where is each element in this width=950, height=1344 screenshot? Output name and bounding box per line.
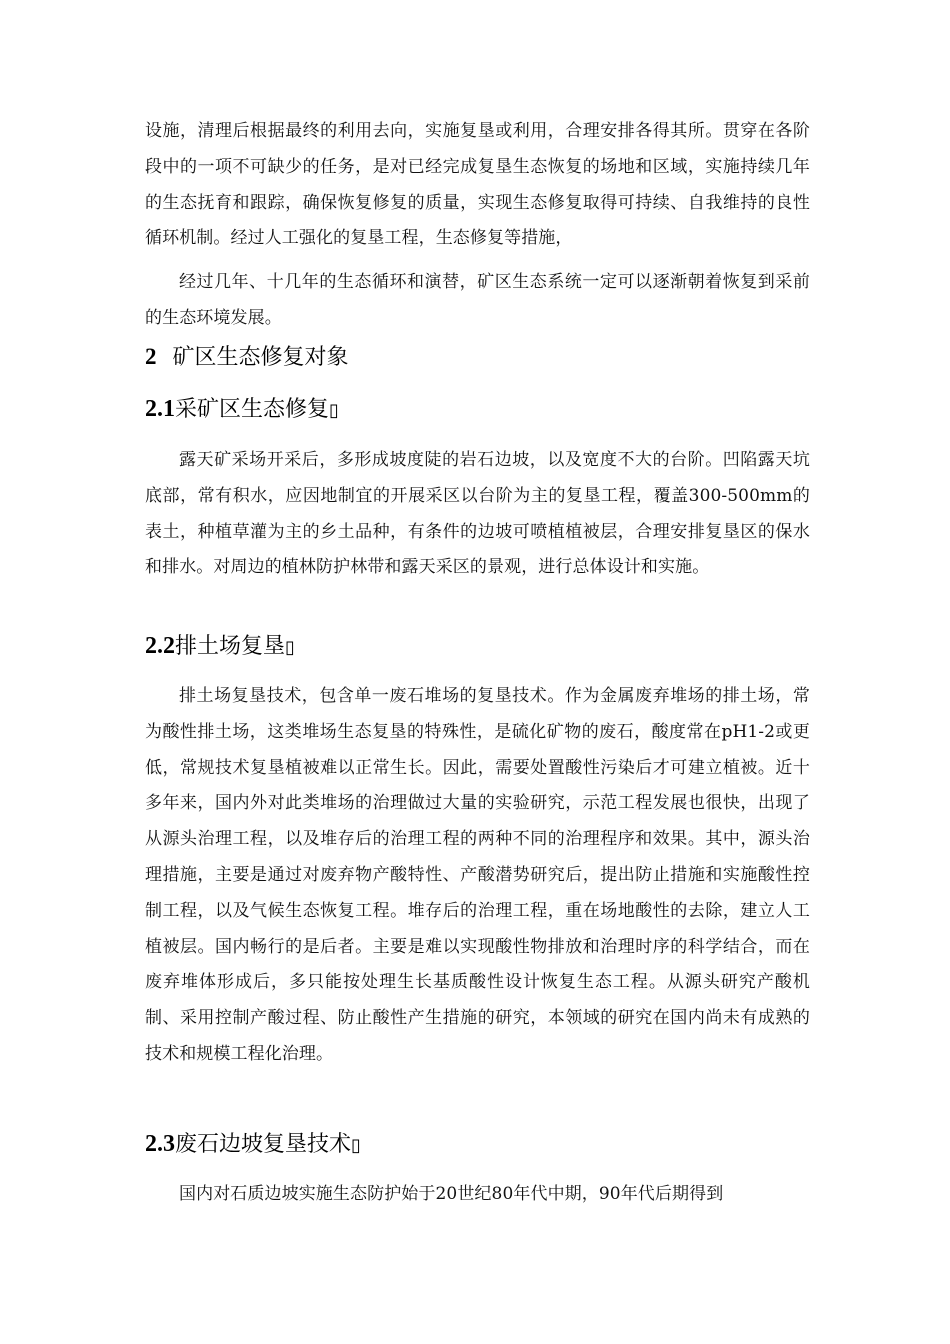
- paragraph-ecological-cycle: 经过几年、十几年的生态循环和演替，矿区生态系统一定可以逐渐朝着恢复到采前的生态环境发展。: [145, 272, 810, 328]
- subsection-number: 2.3: [145, 1131, 175, 1157]
- subsection-title: 废石边坡复垦技术: [175, 1132, 352, 1157]
- section-heading-2: [145, 342, 349, 373]
- paragraph-mining-area: 露天矿采场开采后，多形成坡度陡的岩石边坡，以及宽度不大的台阶。凹陷露天坑底部，常有积水，应因地制宜的开展采区以台阶为主的复垦工程，覆盖300-500mm的表土，种植草灌为主的乡土品种，有条件的边坡可喷植植被层，合理安排复垦区的保水和排水。对周边的植林防护林带和露天采区的景观，进行总体设计和实施。: [145, 450, 810, 578]
- subsection-heading-2-2: [145, 631, 295, 663]
- subsection-heading-2-3: [145, 1129, 361, 1161]
- subsection-number: 2.1: [145, 396, 175, 422]
- paragraph-intro-continued: 设施，清理后根据最终的利用去向，实施复垦或利用，合理安排各得其所。贯穿在各阶段中的一项不可缺少的任务，是对已经完成复垦生态恢复的场地和区域，实施持续几年的生态抚育和跟踪，确保恢复修复的质量，实现生态修复取得可持续、自我维持的良性循环机制。经过人工强化的复垦工程，生态修复等措施，: [145, 121, 810, 249]
- placeholder-glyph-icon: ▯: [285, 637, 295, 658]
- placeholder-glyph-icon: ▯: [329, 400, 339, 421]
- subsection-heading-2-1: [145, 394, 339, 426]
- section-number: 2: [145, 344, 157, 369]
- subsection-title: 排土场复垦: [175, 634, 286, 659]
- subsection-title: 采矿区生态修复: [175, 397, 330, 422]
- paragraph-dump-reclamation: 排土场复垦技术，包含单一废石堆场的复垦技术。作为金属废弃堆场的排土场，常为酸性排土场，这类堆场生态复垦的特殊性，是硫化矿物的废石，酸度常在pH1-2或更低，常规技术复垦植被难以正常生长。因此，需要处置酸性污染后才可建立植被。近十多年来，国内外对此类堆场的治理做过大量的实验研究，示范工程发展也很快，出现了从源头治理工程，以及堆存后的治理工程的两种不同的治理程序和效果。其中，源头治理措施，主要是通过对废弃物产酸特性、产酸潜势研究后，提出防止措施和实施酸性控制工程，以及气候生态恢复工程。堆存后的治理工程，重在场地酸性的去除，建立人工植被层。国内畅行的是后者。主要是难以实现酸性物排放和治理时序的科学结合，而在废弃堆体形成后，多只能按处理生长基质酸性设计恢复生态工程。从源头研究产酸机制、采用控制产酸过程、防止酸性产生措施的研究，本领域的研究在国内尚未有成熟的技术和规模工程化治理。: [145, 686, 810, 1064]
- paragraph-slope-protection: 国内对石质边坡实施生态防护始于20世纪80年代中期，90年代后期得到: [179, 1184, 724, 1204]
- placeholder-glyph-icon: ▯: [351, 1135, 361, 1156]
- subsection-number: 2.2: [145, 633, 175, 659]
- section-title: 矿区生态修复对象: [172, 345, 349, 370]
